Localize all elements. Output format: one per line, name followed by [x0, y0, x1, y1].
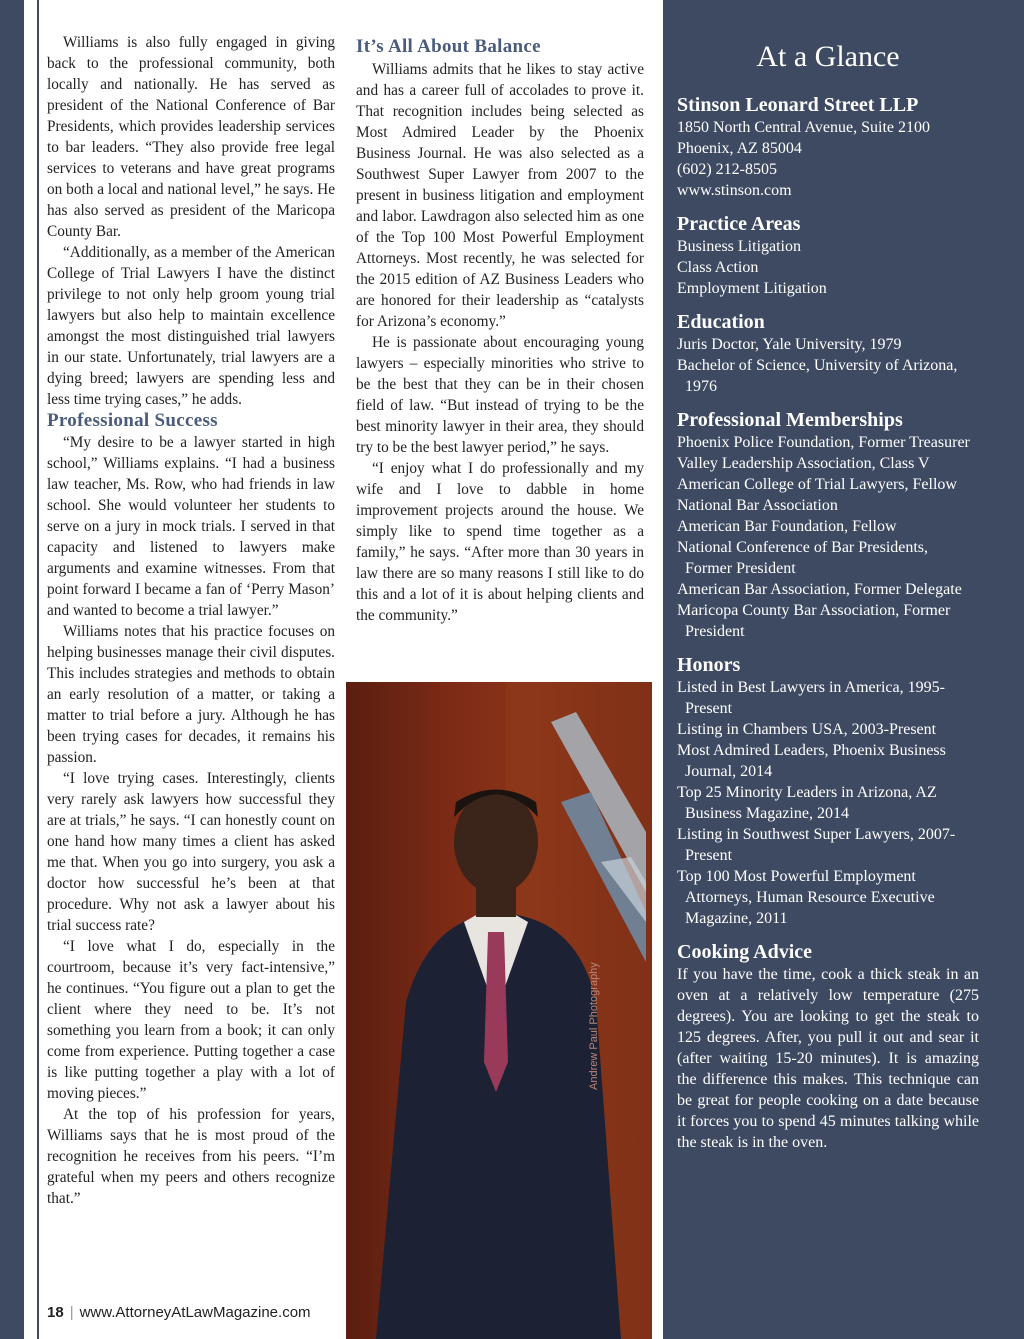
honor-item: Listed in Best Lawyers in America, 1995-Present: [677, 679, 945, 717]
practice-item: Employment Litigation: [677, 280, 827, 297]
honor-item: Listing in Chambers USA, 2003-Present: [677, 721, 937, 738]
honor-item: Listing in Southwest Super Lawyers, 2007-Present: [677, 826, 956, 864]
education-heading: Education: [677, 311, 765, 333]
article-paragraph: “I love what I do, especially in the courtroom, because it’s very fact-intensive,” he continues. “You figure out a plan to get the client where they need to be. It’s not something you learn from a book; it can only come from experience. Putting together a case is like putting together a play with a lot of moving pieces.”: [47, 938, 335, 1102]
page-number: 18: [47, 1304, 64, 1321]
education-item: Bachelor of Science, University of Arizona, 1976: [677, 357, 958, 395]
article-paragraph: “Additionally, as a member of the American College of Trial Lawyers I have the distinct privilege to not only help groom young trial lawyers but also help to maintain excellence amongst the most distinguished trial lawyers in our state. Unfortunately, trial lawyers are a dying breed; lawyers are spending less and less time trying cases,” he adds.: [47, 244, 335, 408]
firm-phone: (602) 212-8505: [677, 161, 777, 178]
membership-item: Valley Leadership Association, Class V: [677, 455, 930, 472]
honors-heading: Honors: [677, 654, 741, 676]
practice-item: Business Litigation: [677, 238, 801, 255]
page-footer: [47, 1304, 311, 1321]
membership-item: Maricopa County Bar Association, Former President: [677, 602, 951, 640]
article-paragraph: “My desire to be a lawyer started in high school,” Williams explains. “I had a business law teacher, Ms. Row, who had friends in law school. She would volunteer her students to serve on a jury in mock trials. I served in that capacity and listened to lawyers make arguments and examine witnesses. From that point forward I became a fan of ‘Perry Mason’ and wanted to become a trial lawyer.”: [47, 434, 335, 619]
section-heading-professional-success: Professional Success: [47, 410, 218, 431]
article-paragraph: He is passionate about encouraging young lawyers – especially minorities who strive to be the best that they can be in their chosen field of law. “But instead of trying to be the best minority lawyer in their area, they should try to be the best lawyer period,” he says.: [356, 334, 644, 456]
footer-url[interactable]: www.AttorneyAtLawMagazine.com: [79, 1304, 311, 1321]
footer-separator: |: [69, 1304, 74, 1321]
photo-credit: Andrew Paul Photography: [588, 962, 600, 1090]
firm-section: [677, 93, 979, 201]
membership-item: National Bar Association: [677, 497, 838, 514]
article-paragraph: “I love trying cases. Interestingly, clients very rarely ask lawyers how successful they are at trials,” he says. “I can honestly count on one hand how many times a client has asked me that. When you go into surgery, you ask a doctor how successful he’s been at that procedure. Why not ask a lawyer about his trial success rate?: [47, 770, 335, 934]
cooking-heading: Cooking Advice: [677, 941, 813, 963]
left-margin-band: [0, 0, 24, 1339]
honor-item: Top 25 Minority Leaders in Arizona, AZ Business Magazine, 2014: [677, 784, 937, 822]
practice-item: Class Action: [677, 259, 759, 276]
membership-item: American Bar Association, Former Delegate: [677, 581, 962, 598]
cooking-section: [677, 940, 979, 1153]
education-section: [677, 310, 979, 397]
education-item: Juris Doctor, Yale University, 1979: [677, 336, 902, 353]
membership-item: Phoenix Police Foundation, Former Treasurer: [677, 434, 970, 451]
at-a-glance-sidebar: [677, 38, 979, 1164]
practice-heading: Practice Areas: [677, 213, 801, 235]
membership-item: American College of Trial Lawyers, Fellow: [677, 476, 957, 493]
firm-heading: Stinson Leonard Street LLP: [677, 94, 919, 116]
left-rule: [37, 0, 39, 1339]
memberships-section: [677, 408, 979, 642]
firm-address: 1850 North Central Avenue, Suite 2100: [677, 119, 930, 136]
article-paragraph: Williams admits that he likes to stay active and has a career full of accolades to prove it. That recognition includes being selected as Most Admired Leader by the Phoenix Business Journal. He was also selected as a Southwest Super Lawyer from 2007 to the present in business litigation and employment and labor. Lawdragon also selected him as one of the Top 100 Most Powerful Employment Attorneys. Most recently, he was selected for the 2015 edition of AZ Business Leaders who are honored for their leadership as “catalysts for Arizona’s economy.”: [356, 61, 644, 330]
firm-website[interactable]: www.stinson.com: [677, 182, 792, 199]
article-paragraph: “I enjoy what I do professionally and my wife and I love to dabble in home improvement projects around the house. We simply like to spend time together as a family,” he says. “After more than 30 years in law there are so many reasons I still like to do this and a lot of it is about helping clients and the community.”: [356, 460, 644, 624]
article-paragraph: Williams is also fully engaged in giving back to the professional community, both locally and nationally. He has served as president of the National Conference of Bar Presidents, which provides leadership services to bar leaders. “They also provide free legal services to veterans and have great programs on both a local and national level,” he says. He has also served as president of the Maricopa County Bar.: [47, 34, 335, 240]
cooking-text: If you have the time, cook a thick steak in an oven at a relatively low temperature (275 degrees). You are looking to get the steak to 125 degrees. After, you pull it out and sear it (after waiting 15-20 minutes). It is amazing the difference this makes. This technique can be great for people cooking on a date because it forces you to spend 45 minutes talking while the steak is in the oven.: [677, 966, 979, 1151]
firm-city: Phoenix, AZ 85004: [677, 140, 802, 157]
article-column-1: [47, 32, 335, 1209]
practice-section: [677, 212, 979, 299]
memberships-heading: Professional Memberships: [677, 409, 903, 431]
honor-item: Top 100 Most Powerful Employment Attorneys, Human Resource Executive Magazine, 2011: [677, 868, 935, 927]
sidebar-title: At a Glance: [756, 40, 900, 73]
honor-item: Most Admired Leaders, Phoenix Business Journal, 2014: [677, 742, 946, 780]
article-paragraph: Williams notes that his practice focuses on helping businesses manage their civil disputes. This includes strategies and methods to obtain an early resolution of a matter, or taking a matter to trial before a jury. Although he has been trying cases for decades, it remains his passion.: [47, 623, 335, 766]
article-column-2: [356, 36, 644, 626]
membership-item: American Bar Foundation, Fellow: [677, 518, 897, 535]
membership-item: National Conference of Bar Presidents, Former President: [677, 539, 929, 577]
article-paragraph: At the top of his profession for years, Williams says that he is most proud of the recognition he receives from his peers. “I’m grateful when my peers and others recognize that.”: [47, 1106, 335, 1207]
honors-section: [677, 653, 979, 929]
section-heading-balance: It’s All About Balance: [356, 36, 541, 57]
